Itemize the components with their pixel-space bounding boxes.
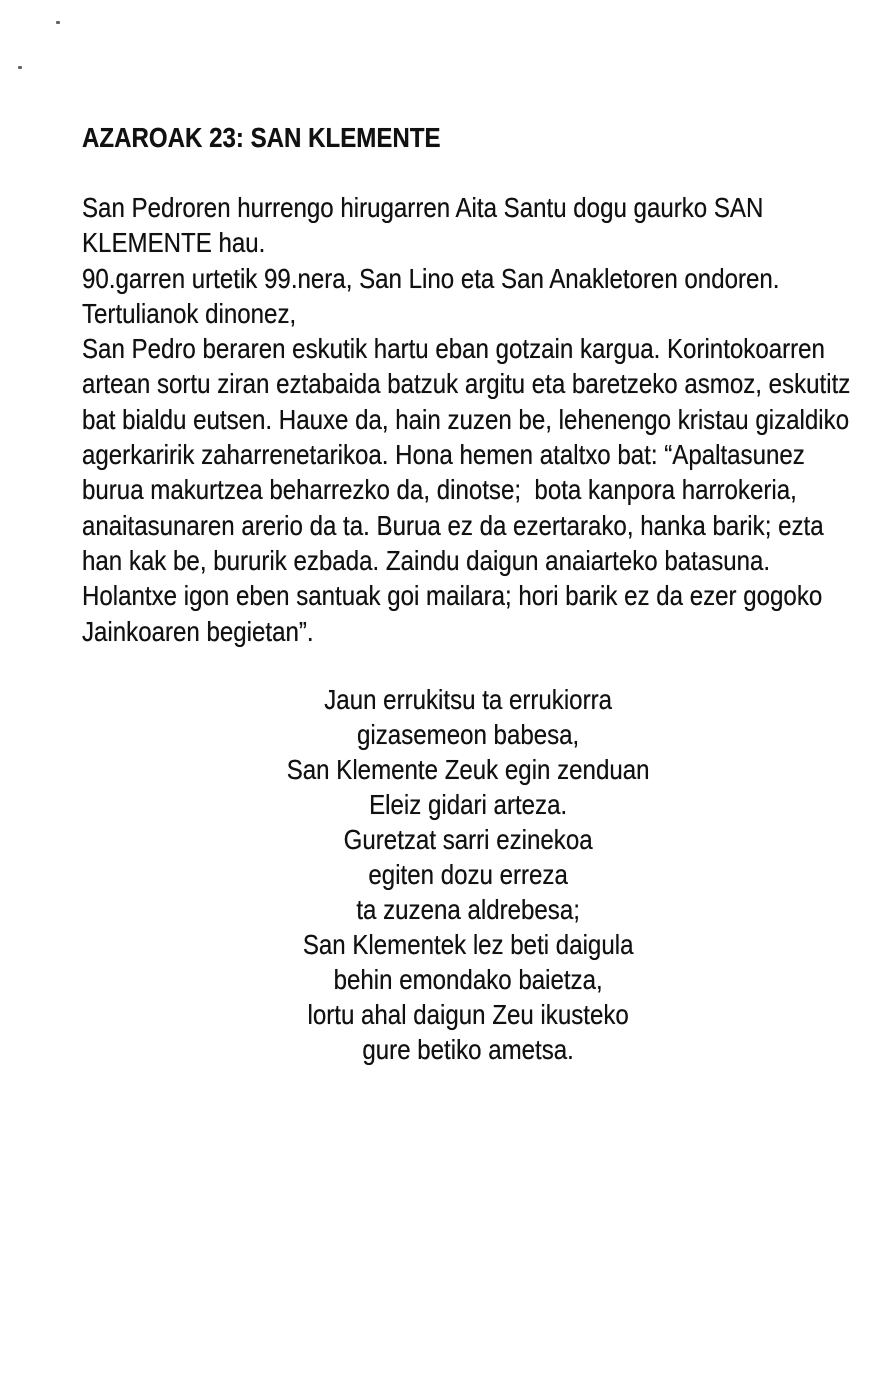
body-line: San Pedroren hurrengo hirugarren Aita Santu dogu gaurko SAN [82, 192, 764, 223]
poem-line: ta zuzena aldrebesa; [356, 894, 580, 925]
body-line: agerkaririk zaharrenetarikoa. Hona hemen ataltxo bat: “Apaltasunez [82, 439, 805, 471]
body-line: KLEMENTE hau. [82, 227, 266, 259]
poem-line: Guretzat sarri ezinekoa [343, 824, 593, 855]
poem [82, 682, 854, 1067]
body-line: San Pedro beraren eskutik hartu eban gotzain kargua. Korintokoarren [82, 333, 825, 365]
poem-line: lortu ahal daigun Zeu ikusteko [307, 999, 629, 1030]
poem-line: Jaun errukitsu ta errukiorra [324, 684, 613, 715]
body-line: bat bialdu eutsen. Hauxe da, hain zuzen be, lehenengo kristau gizaldiko [82, 403, 850, 435]
body-line: burua makurtzea beharrezko da, dinotse; bota kanpora harrokeria, [82, 474, 797, 506]
poem-line: behin emondako baietza, [333, 964, 603, 995]
body-line: han kak be, bururik ezbada. Zaindu daigun anaiarteko batasuna. [82, 544, 771, 576]
body-line: artean sortu ziran eztabaida batzuk argitu eta baretzeko asmoz, eskutitz [82, 368, 851, 400]
poem-line: San Klementek lez beti daigula [302, 929, 634, 960]
body-line: Holantxe igon eben santuak goi mailara; hori barik ez da ezer gogoko [82, 580, 823, 612]
poem-line: San Klemente Zeuk egin zenduan [286, 754, 650, 785]
body-line: Jainkoaren begietan”. [82, 615, 314, 647]
scan-speck-icon [56, 21, 60, 24]
body-line: 90.garren urtetik 99.nera, San Lino eta San Anakletoren ondoren. [82, 262, 780, 294]
page-title: AZAROAK 23: SAN KLEMENTE [82, 122, 441, 153]
body-paragraph [82, 190, 850, 649]
poem-line: gure betiko ametsa. [362, 1034, 574, 1065]
poem-line: gizasemeon babesa, [357, 719, 580, 750]
body-line: anaitasunaren arerio da ta. Burua ez da ezertarako, hanka barik; ezta [82, 509, 824, 541]
poem-line: Eleiz gidari arteza. [369, 789, 568, 820]
poem-line: egiten dozu erreza [368, 859, 568, 890]
scan-speck-icon [18, 66, 22, 69]
body-line: Tertulianok dinonez, [82, 297, 297, 329]
